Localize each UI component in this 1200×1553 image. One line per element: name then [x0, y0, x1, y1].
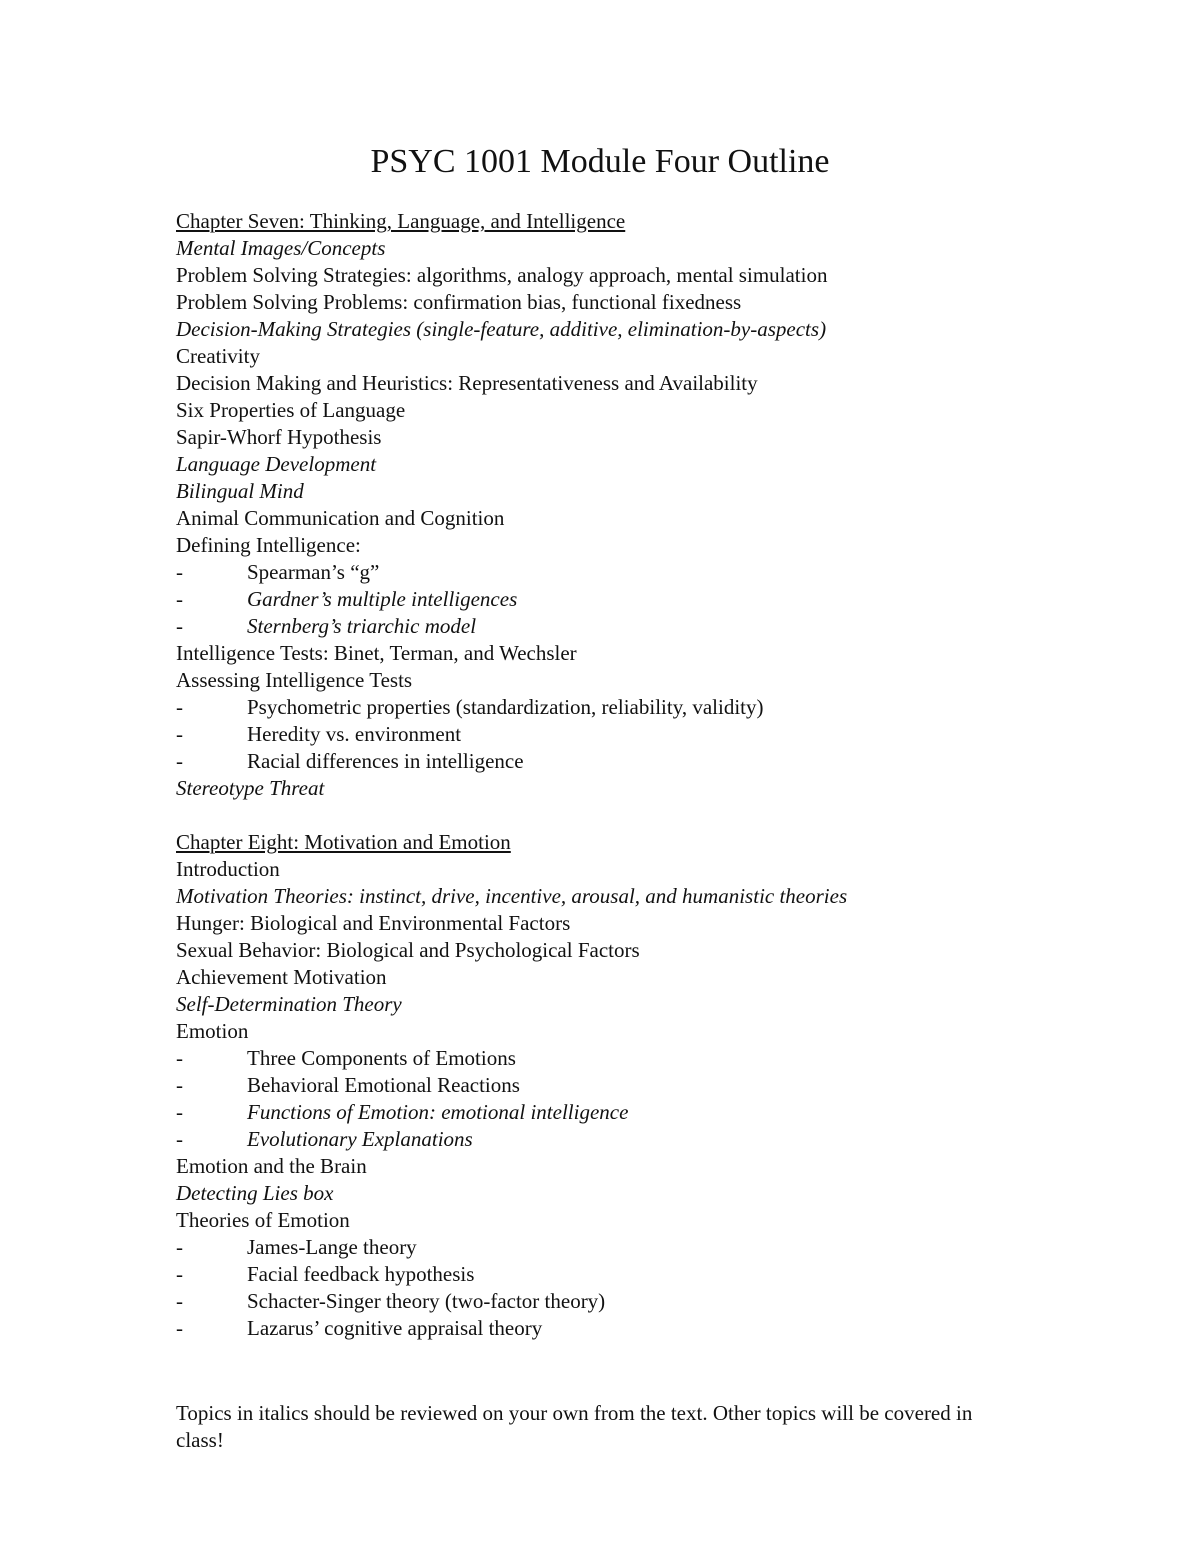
bullet-dash: -: [176, 1289, 183, 1313]
outline-subitem: [176, 1045, 1036, 1072]
outline-item: [176, 397, 1036, 424]
outline-item-text: Achievement Motivation: [176, 965, 387, 989]
outline-item-text: Behavioral Emotional Reactions: [247, 1073, 520, 1097]
outline-subitem: [176, 586, 1036, 613]
outline-item: [176, 883, 1036, 910]
outline-item-text: Gardner’s multiple intelligences: [247, 587, 518, 611]
outline-subitem: [176, 748, 1036, 775]
outline-item-text: Psychometric properties (standardization, reliability, validity): [247, 695, 764, 719]
outline-item: [176, 856, 1036, 883]
outline-body: [176, 208, 1036, 1342]
outline-item: [176, 343, 1036, 370]
outline-item-text: Theories of Emotion: [176, 1208, 350, 1232]
outline-item-text: Decision-Making Strategies (single-feature, additive, elimination-by-aspects): [176, 317, 827, 341]
outline-item-text: Stereotype Threat: [176, 776, 325, 800]
document-title: PSYC 1001 Module Four Outline: [370, 143, 830, 180]
chapter-items: [176, 235, 1036, 802]
outline-item-text: Emotion: [176, 1019, 249, 1043]
footer-note: Topics in italics should be reviewed on your own from the text. Other topics will be covered in class!: [176, 1401, 973, 1452]
outline-item: [176, 964, 1036, 991]
outline-item: [176, 667, 1036, 694]
outline-item: [176, 775, 1036, 802]
chapter-heading: Chapter Eight: Motivation and Emotion: [176, 830, 511, 854]
outline-item-text: Racial differences in intelligence: [247, 749, 524, 773]
outline-item: [176, 910, 1036, 937]
outline-item: [176, 1153, 1036, 1180]
outline-item-text: Problem Solving Problems: confirmation bias, functional fixedness: [176, 290, 742, 314]
bullet-dash: -: [176, 722, 183, 746]
outline-item-text: Facial feedback hypothesis: [247, 1262, 475, 1286]
outline-item: [176, 235, 1036, 262]
outline-item-text: Six Properties of Language: [176, 398, 406, 422]
outline-item: [176, 478, 1036, 505]
outline-item: [176, 991, 1036, 1018]
bullet-dash: -: [176, 695, 183, 719]
outline-item: [176, 370, 1036, 397]
outline-item: [176, 1180, 1036, 1207]
outline-item: [176, 1018, 1036, 1045]
outline-item: [176, 937, 1036, 964]
outline-subitem: [176, 559, 1036, 586]
bullet-dash: -: [176, 1073, 183, 1097]
outline-item: [176, 424, 1036, 451]
bullet-dash: -: [176, 1235, 183, 1259]
outline-item-text: Evolutionary Explanations: [247, 1127, 473, 1151]
outline-item-text: Introduction: [176, 857, 280, 881]
outline-item-text: Self-Determination Theory: [176, 992, 402, 1016]
outline-subitem: [176, 1126, 1036, 1153]
outline-item-text: Defining Intelligence:: [176, 533, 361, 557]
spacer: [176, 802, 1036, 829]
chapter-heading: Chapter Seven: Thinking, Language, and Intelligence: [176, 209, 626, 233]
outline-item-text: James-Lange theory: [247, 1235, 417, 1259]
outline-subitem: [176, 1261, 1036, 1288]
outline-item-text: Decision Making and Heuristics: Representativeness and Availability: [176, 371, 758, 395]
outline-item-text: Sexual Behavior: Biological and Psychological Factors: [176, 938, 640, 962]
outline-item-text: Emotion and the Brain: [176, 1154, 367, 1178]
outline-item-text: Schacter-Singer theory (two-factor theory): [247, 1289, 606, 1313]
bullet-dash: -: [176, 587, 183, 611]
outline-item: [176, 505, 1036, 532]
bullet-dash: -: [176, 1046, 183, 1070]
outline-item: [176, 316, 1036, 343]
bullet-dash: -: [176, 1100, 183, 1124]
outline-subitem: [176, 1234, 1036, 1261]
outline-subitem: [176, 1099, 1036, 1126]
outline-item-text: Intelligence Tests: Binet, Terman, and Wechsler: [176, 641, 577, 665]
outline-item-text: Hunger: Biological and Environmental Factors: [176, 911, 571, 935]
outline-item-text: Bilingual Mind: [176, 479, 304, 503]
outline-subitem: [176, 1288, 1036, 1315]
outline-item-text: Motivation Theories: instinct, drive, incentive, arousal, and humanistic theories: [176, 884, 848, 908]
outline-item-text: Detecting Lies box: [176, 1181, 334, 1205]
outline-subitem: [176, 1315, 1036, 1342]
outline-item-text: Lazarus’ cognitive appraisal theory: [247, 1316, 543, 1340]
outline-item-text: Animal Communication and Cognition: [176, 506, 505, 530]
outline-subitem: [176, 1072, 1036, 1099]
outline-item-text: Language Development: [176, 452, 377, 476]
outline-item: [176, 289, 1036, 316]
outline-item: [176, 640, 1036, 667]
outline-item-text: Sapir-Whorf Hypothesis: [176, 425, 382, 449]
outline-item: [176, 451, 1036, 478]
bullet-dash: -: [176, 1127, 183, 1151]
outline-item: [176, 262, 1036, 289]
bullet-dash: -: [176, 749, 183, 773]
bullet-dash: -: [176, 1262, 183, 1286]
outline-item-text: Mental Images/Concepts: [176, 236, 386, 260]
outline-item-text: Spearman’s “g”: [247, 560, 380, 584]
outline-item: [176, 532, 1036, 559]
outline-item: [176, 1207, 1036, 1234]
bullet-dash: -: [176, 614, 183, 638]
outline-item-text: Problem Solving Strategies: algorithms, analogy approach, mental simulation: [176, 263, 828, 287]
outline-item-text: Heredity vs. environment: [247, 722, 462, 746]
outline-item-text: Three Components of Emotions: [247, 1046, 516, 1070]
bullet-dash: -: [176, 1316, 183, 1340]
outline-subitem: [176, 613, 1036, 640]
outline-item-text: Assessing Intelligence Tests: [176, 668, 413, 692]
outline-item-text: Functions of Emotion: emotional intelligence: [247, 1100, 629, 1124]
outline-item-text: Sternberg’s triarchic model: [247, 614, 477, 638]
bullet-dash: -: [176, 560, 183, 584]
chapter-items: [176, 856, 1036, 1342]
outline-item-text: Creativity: [176, 344, 260, 368]
outline-subitem: [176, 694, 1036, 721]
outline-subitem: [176, 721, 1036, 748]
